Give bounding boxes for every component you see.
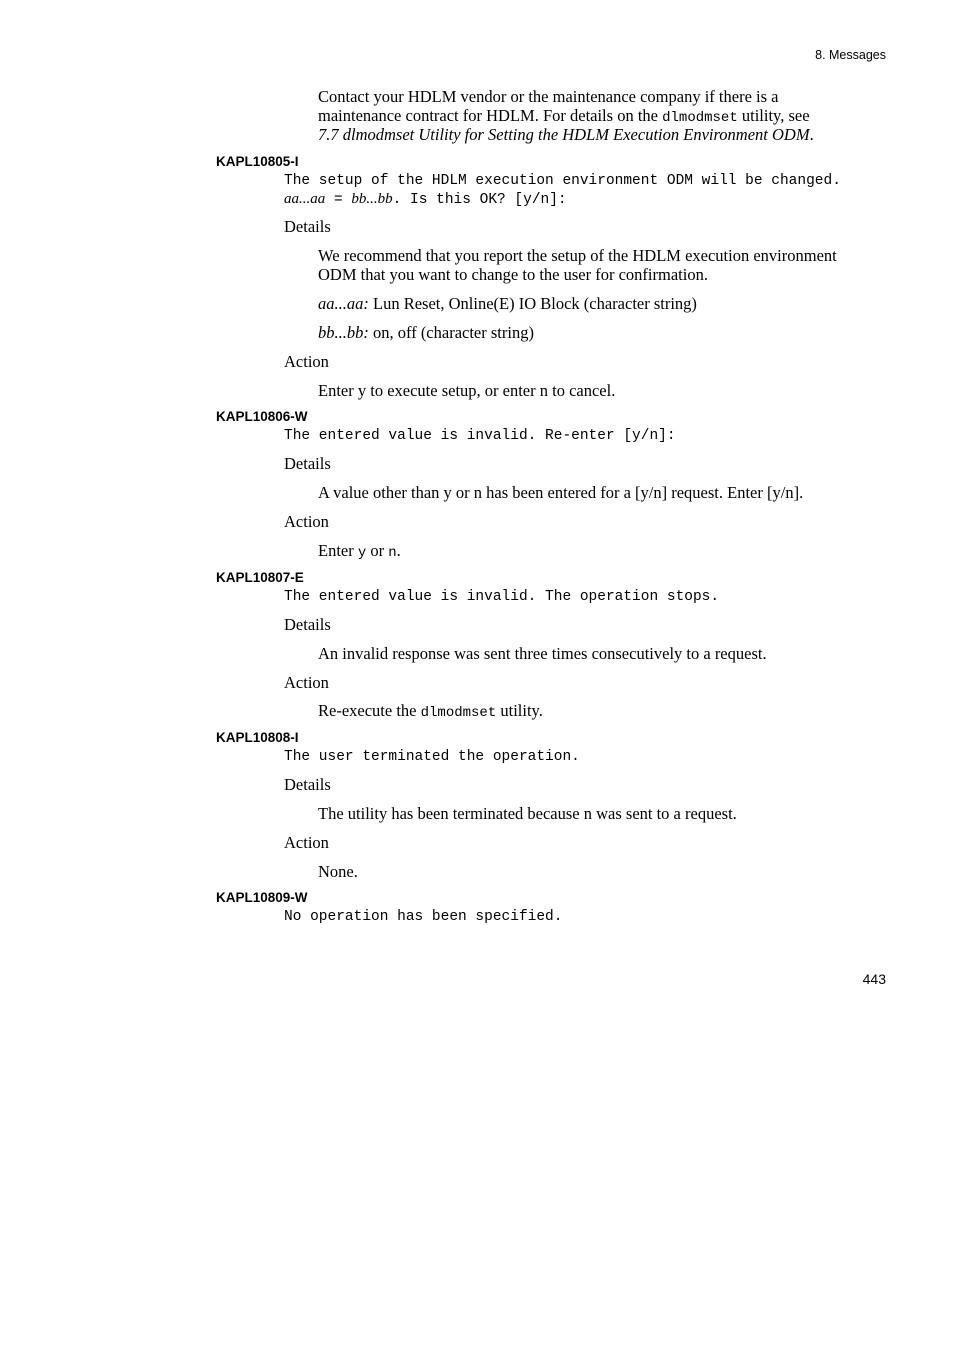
action-10807-code: dlmodmset xyxy=(420,705,497,721)
message-text-10805-rest: . Is this OK? [y/n]: xyxy=(392,192,567,208)
intro-code: dlmodmset xyxy=(662,110,738,126)
action-10806-or: or xyxy=(366,541,389,560)
intro-line-2 xyxy=(318,106,810,126)
message-text-10805-line2 xyxy=(284,191,567,208)
aa-label: aa...aa: xyxy=(318,294,369,313)
action-10807-text: Re-execute the xyxy=(318,701,421,720)
aa-value: Lun Reset, Online(E) IO Block (character string) xyxy=(368,294,697,313)
message-id-10807: KAPL10807-E xyxy=(216,570,304,585)
message-text-10805-line1: The setup of the HDLM execution environment ODM will be changed. xyxy=(284,173,841,189)
message-text-10807: The entered value is invalid. The operation stops. xyxy=(284,589,720,605)
action-10806 xyxy=(318,541,401,561)
bb-value: on, off (character string) xyxy=(368,323,534,342)
action-label: Action xyxy=(284,673,329,692)
intro-line-1: Contact your HDLM vendor or the maintenance company if there is a xyxy=(318,87,779,106)
bb-label: bb...bb: xyxy=(318,323,369,342)
intro-line-3-end: . xyxy=(809,125,814,144)
message-text-10806: The entered value is invalid. Re-enter [y/n]: xyxy=(284,428,676,444)
running-header: 8. Messages xyxy=(815,48,886,62)
details-label: Details xyxy=(284,217,331,236)
action-10806-n: n xyxy=(388,545,397,561)
action-10806-end: . xyxy=(396,541,401,560)
intro-line-2-end: utility, see xyxy=(737,106,810,125)
action-10807 xyxy=(318,701,543,721)
details-label: Details xyxy=(284,775,331,794)
variable-bb: bb...bb xyxy=(351,191,393,207)
details-10805-line2: ODM that you want to change to the user for confirmation. xyxy=(318,265,708,284)
message-text-10808: The user terminated the operation. xyxy=(284,749,580,765)
action-10807-end: utility. xyxy=(496,701,543,720)
details-label: Details xyxy=(284,615,331,634)
details-10806: A value other than y or n has been entered for a [y/n] request. Enter [y/n]. xyxy=(318,483,804,502)
action-label: Action xyxy=(284,352,329,371)
intro-cross-reference: 7.7 dlmodmset Utility for Setting the HDLM Execution Environment ODM xyxy=(318,125,810,144)
action-10806-text: Enter xyxy=(318,541,358,560)
variable-aa: aa...aa xyxy=(284,191,326,207)
message-id-10808: KAPL10808-I xyxy=(216,730,299,745)
action-label: Action xyxy=(284,833,329,852)
message-id-10806: KAPL10806-W xyxy=(216,409,308,424)
intro-line-2-text: maintenance contract for HDLM. For details on the xyxy=(318,106,663,125)
action-10806-y: y xyxy=(357,545,367,561)
action-10805: Enter y to execute setup, or enter n to cancel. xyxy=(318,381,616,400)
action-label: Action xyxy=(284,512,329,531)
message-id-10809: KAPL10809-W xyxy=(216,890,308,905)
intro-line-3 xyxy=(318,125,814,145)
details-10805-bb xyxy=(318,323,534,343)
message-id-10805: KAPL10805-I xyxy=(216,154,299,169)
details-10805-line1: We recommend that you report the setup of the HDLM execution environment xyxy=(318,246,837,265)
action-10808: None. xyxy=(318,862,358,881)
page-number: 443 xyxy=(862,971,886,987)
details-10808: The utility has been terminated because n was sent to a request. xyxy=(318,804,737,823)
equals-sign: = xyxy=(325,192,352,208)
details-10805-aa xyxy=(318,294,697,314)
message-text-10809: No operation has been specified. xyxy=(284,909,563,925)
details-10807: An invalid response was sent three times consecutively to a request. xyxy=(318,644,767,663)
details-label: Details xyxy=(284,454,331,473)
